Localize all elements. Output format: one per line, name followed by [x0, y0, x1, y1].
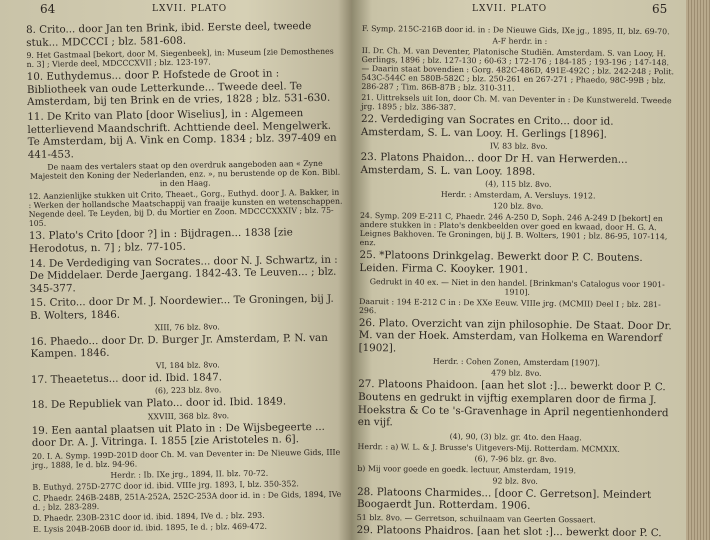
bibliography-entry: 11. De Krito van Plato [door Wiselius], in : Algemeen letterlievend Maandschrift. Achttiende deel. Mengelwerk. Te Amsterdam, bij A. Vink en Comp. 1834 ; blz. 397-409 en 441-453.: [27, 107, 337, 161]
bibliography-entry: 9. Het Gastmaal [bekort, door M. Siegenbeek], in: Museum [zie Demosthenes n. 3] ; Vierde deel, MDCCCXVII ; blz. 123-197.: [26, 46, 334, 70]
right-page: [352, 0, 686, 540]
bibliography-entry: (6), 7-96 blz. gr. 8vo.: [474, 453, 557, 464]
bibliography-entry: 20. I. A. Symp. 199D-201D door Ch. M. van Deventer in: De Nieuwe Gids, IIIe jrg., 1888, Ie d. blz. 94-96.: [31, 447, 341, 471]
right-page-text: [357, 24, 678, 540]
bibliography-entry: Gedrukt in 40 ex. — Niet in den handel. [Brinkman's Catalogus voor 1901-1910].: [369, 276, 665, 297]
bibliography-entry: 24. Symp. 209 E-211 C, Phaedr. 246 A-250 D, Soph. 246 A-249 D [bekort] en andere stukken in : Plato's denkbeelden over goed en kwaad, door H. G. A. Leignes Bakhoven. Te Groningen, bij J. B. Wolters, 1901 ; blz. 86-95, 107-114, enz.: [359, 211, 668, 248]
bibliography-entry: E. Lysis 204B-206B door id. ibid. 1895, Ie d. ; blz. 469-472.: [32, 521, 268, 535]
bibliography-entry: 23. Platons Phaidon... door Dr H. van Herwerden... Amsterdam, S. L. van Looy. 1898.: [360, 151, 628, 178]
bibliography-entry: 15. Crito... door Dr M. J. Noordewier... Te Groningen, bij J. B. Wolters, 1846.: [29, 293, 334, 322]
bibliography-entry: 13. Plato's Crito [door ?] in : Bijdragen... 1838 [zie Herodotus, n. 7] ; blz. 77-105.: [28, 226, 293, 255]
left-page: [0, 0, 352, 540]
bibliography-entry: Herdr. : Amsterdam, A. Versluys. 1912.: [440, 190, 596, 201]
bibliography-entry: XXVIII, 368 blz. 8vo.: [147, 411, 230, 422]
bibliography-entry: IV, 83 blz. 8vo.: [489, 141, 548, 152]
bibliography-entry: De naam des vertalers staat op den overdruk aangeboden aan « Zyne Majesteit den Koning der Nederlanden, enz. », nu berustende op de Kon. Bibl. in den Haag.: [29, 159, 341, 189]
bibliography-entry: 51 blz. 8vo. — Gerretson, schuilnaam van Geerten Gossaert.: [356, 512, 596, 525]
left-page-number: 64: [40, 2, 56, 16]
bibliography-entry: A-F herdr. in :: [492, 36, 548, 46]
right-running-head: LXVII. PLATO: [472, 4, 548, 14]
page-edges: [686, 0, 710, 540]
bibliography-entry: 18. De Republiek van Plato... door id. Ibid. 1849.: [31, 395, 287, 412]
bibliography-entry: XIII, 76 blz. 8vo.: [154, 321, 220, 332]
left-page-text: [26, 20, 347, 536]
left-running-head: LXVII. PLATO: [152, 4, 228, 14]
bibliography-entry: Herdr. : a) W. L. & J. Brusse's Uitgevers-Mij. Rotterdam. MCMXIX.: [357, 441, 621, 454]
bibliography-entry: 479 blz. 8vo.: [491, 368, 542, 379]
bibliography-entry: 10. Euthydemus... door P. Hofstede de Groot in : Bibliotheek van oude Letterkunde... Tweede deel. Te Amsterdam, bij ten Brink en de vries, 1828 ; blz. 531-630.: [26, 67, 331, 109]
bibliography-entry: B. Euthyd. 275D-277C door id. ibid. VIIIe jrg. 1893, I, blz. 350-352.: [32, 479, 299, 493]
bibliography-entry: 26. Plato. Overzicht van zijn philosophie. De Staat. Door Dr. M. van der Hoek. Amsterdam, van Holkema en Warendorf [1902].: [358, 316, 672, 355]
bibliography-entry: D. Phaedr. 230B-231C door id. ibid. 1894, IVe d. ; blz. 293.: [32, 510, 265, 524]
bibliography-entry: 28. Platoons Charmides... [door C. Gerretson]. Meindert Boogaerdt Jun. Rotterdam. 1906.: [356, 485, 652, 513]
bibliography-entry: 14. De Verdediging van Socrates... door N. J. Schwartz, in : De Middelaer. Derde Jaergang. 1842-43. Te Leuven... ; blz. 345-377.: [29, 253, 338, 295]
bibliography-entry: 120 blz. 8vo.: [492, 201, 544, 212]
bibliography-entry: F. Symp. 215C-216B door id. in : De Nieuwe Gids, IXe jg., 1895, II, blz. 69-70.: [361, 24, 670, 37]
bibliography-entry: 16. Phaedo... door Dr. D. Burger Jr. Amsterdam, P. N. van Kampen. 1846.: [30, 331, 328, 361]
bibliography-entry: 19. Een aantal plaatsen uit Plato in : De Wijsbegeerte ... door Dr. A. J. Vitringa. I. 1855 [zie Aristoteles n. 6].: [31, 420, 326, 450]
bibliography-entry: 25. *Platoons Drinkgelag. Bewerkt door P. C. Boutens. Leiden. Firma C. Kooyker. 1901.: [359, 249, 643, 276]
bibliography-entry: 12. Aanzienlijke stukken uit Crito, Theaet., Gorg., Euthyd. door J. A. Bakker, in : Werken der hollandsche Maatschappij van fraaije kunsten en wetenschappen. Negende deel. Te Leyden, bij D. du Mortier en Zoon. MDCCCXXXIV ; blz. 75-105.: [28, 187, 343, 229]
bibliography-entry: Daaruit : 194 E-212 C in : De XXe Eeuw. VIIIe jrg. (MCMII) Deel I ; blz. 281-296.: [358, 296, 661, 315]
bibliography-entry: 8. Crito... door Jan ten Brink, ibid. Eerste deel, tweede stuk... MDCCCI ; blz. 581-608.: [26, 20, 312, 49]
bibliography-entry: 27. Platoons Phaidoon. [aan het slot :]... bewerkt door P. C. Boutens en gedrukt in vijftig exemplaren door de firma J. Hoekstra & Co te 's-Gravenhage in April negentienhonderd en vijf.: [357, 378, 669, 429]
bibliography-entry: b) Mij voor goede en goedk. lectuur, Amsterdam, 1919.: [357, 463, 577, 475]
right-page-number: 65: [652, 2, 668, 16]
bibliography-entry: (4), 90, (3) blz. gr. 4to. den Haag.: [449, 431, 582, 443]
bibliography-entry: 17. Theaetetus... door id. Ibid. 1847.: [30, 370, 223, 386]
bibliography-entry: 29. Platoons Phaidros. [aan het slot :]... bewerkt door P. C.: [356, 523, 662, 540]
bibliography-entry: 22. Verdediging van Socrates en Crito... door id. Amsterdam, S. L. van Looy. H. Gerlings [1896].: [360, 112, 614, 141]
bibliography-entry: 21. Uittreksels uit Ion, door Ch. M. van Deventer in : De Kunstwereld. Tweede jrg. 1895 ; blz. 386-387.: [361, 92, 672, 112]
bibliography-entry: (4), 115 blz. 8vo.: [485, 179, 552, 190]
bibliography-entry: (6), 223 blz. 8vo.: [154, 385, 222, 396]
bibliography-entry: 92 blz. 8vo.: [492, 476, 538, 486]
bibliography-entry: Herdr. : Cohen Zonen, Amsterdam [1907].: [432, 357, 601, 368]
bibliography-entry: Herdr. : Ib. IXe jrg., 1894, II. blz. 70-72.: [110, 468, 269, 480]
bibliography-entry: C. Phaedr. 246B-248B, 251A-252A, 252C-253A door id. in : De Gids, 1894, IVe d. ; blz. 283-289.: [32, 489, 342, 513]
bibliography-entry: II. Dr. Ch. M. van Deventer, Platonische Studiën. Amsterdam. S. van Looy, H. Gerlings, 1896 ; blz. 127-130 ; 60-63 ; 172-176 ; 184-185 ; 193-196 ; 147-148. — Daarin staat bovendien : Gorg. 482C-486D, 491E-492C ; blz. 242-248 ; Polit. 543C-544C en 580B-582C ; blz. 250-261 en 267-271 ; Phaedo, 98C-99B ; blz. 286-287 ; Tim. 86B-87B ; blz. 310-311.: [361, 45, 675, 93]
bibliography-entry: VI, 184 blz. 8vo.: [155, 360, 220, 370]
